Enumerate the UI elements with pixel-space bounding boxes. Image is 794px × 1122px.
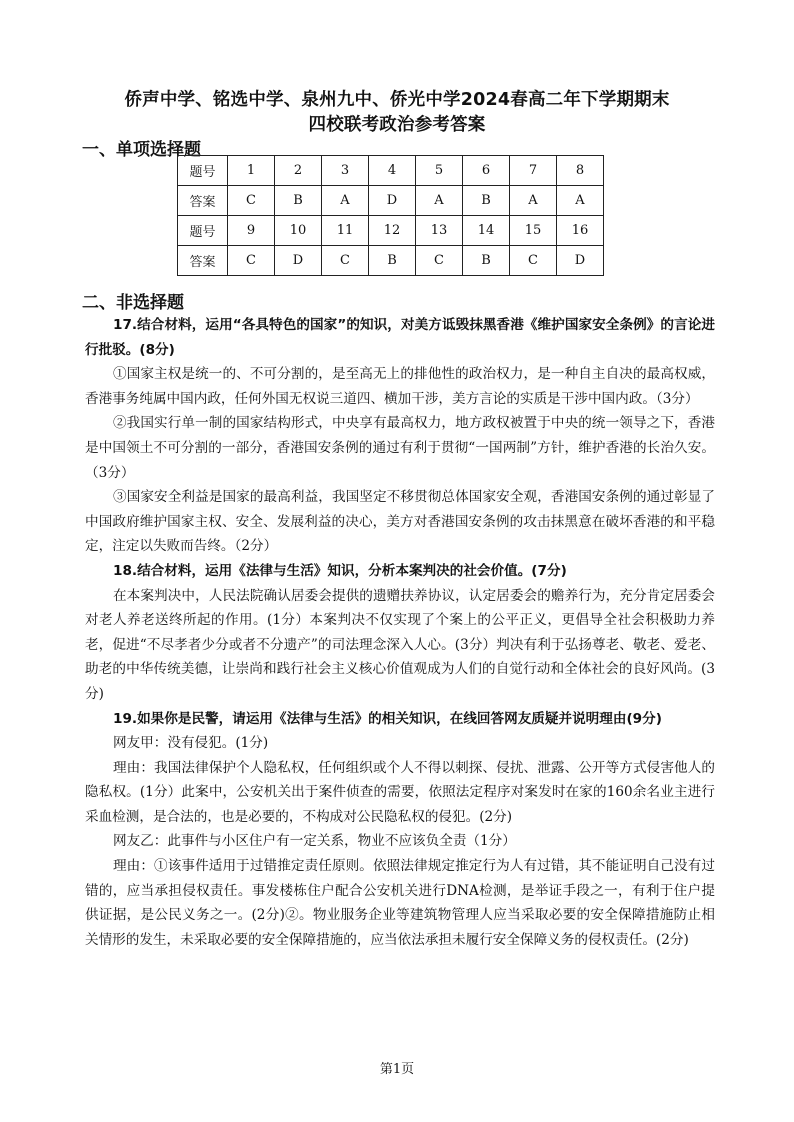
answer-paragraph: ②我国实行单一制的国家结构形式，中央享有最高权力，地方政权被置于中央的统一领导之下，香港是中国领土不可分割的一部分，香港国安条例的通过有利于贯彻“一国两制”方针，维护香港的长治久安。（3分） (85, 415, 715, 481)
page-title-line1: 侨声中学、铭选中学、泉州九中、侨光中学2024春高二年下学期期末 (124, 90, 670, 110)
table-cell: 15 (510, 216, 557, 246)
table-cell: B (369, 246, 416, 276)
table-row (178, 246, 604, 276)
table-cell: A (322, 186, 369, 216)
table-cell: 4 (369, 156, 416, 186)
table-cell: 13 (416, 216, 463, 246)
table-cell: D (369, 186, 416, 216)
page-number: 第1页 (379, 1062, 415, 1077)
table-cell: C (228, 186, 275, 216)
answer-paragraph: 网友乙：此事件与小区住户有一定关系，物业不应该负全责（1分） (113, 833, 516, 850)
section-heading-choice: 一、单项选择题 (82, 140, 201, 160)
table-cell: 14 (463, 216, 510, 246)
table-cell: 10 (275, 216, 322, 246)
table-cell: B (463, 186, 510, 216)
table-cell: A (416, 186, 463, 216)
table-cell: 题号 (178, 216, 228, 246)
table-cell: 7 (510, 156, 557, 186)
table-cell: C (510, 246, 557, 276)
table-row (178, 156, 604, 186)
table-cell: D (557, 246, 604, 276)
table-cell: 1 (228, 156, 275, 186)
table-cell: B (463, 246, 510, 276)
answer-body (85, 313, 715, 952)
table-cell: B (275, 186, 322, 216)
table-cell: D (275, 246, 322, 276)
table-cell: C (322, 246, 369, 276)
table-row (178, 186, 604, 216)
table-cell: A (510, 186, 557, 216)
table-cell: 5 (416, 156, 463, 186)
table-cell: C (416, 246, 463, 276)
table-cell: 12 (369, 216, 416, 246)
page-title-line2: 四校联考政治参考答案 (308, 115, 486, 135)
table-cell: 答案 (178, 246, 228, 276)
table-cell: 6 (463, 156, 510, 186)
answer-paragraph: 理由：①该事件适用于过错推定责任原则。依照法律规定推定行为人有过错，其不能证明自己没有过错的，应当承担侵权责任。事发楼栋住户配合公安机关进行DNA检测，是举证手段之一，有利于住户提供证据，是公民义务之一。(2分)②。物业服务企业等建筑物管理人应当采取必要的安全保障措施防止相关情形的发生，未采取必要的安全保障措施的，应当依法承担未履行安全保障义务的侵权责任。(2分) (85, 858, 715, 948)
question-17: 17.结合材料，运用“各具特色的国家”的知识，对美方诋毁抹黑香港《维护国家安全条例》的言论进行批驳。(8分) (85, 317, 715, 358)
table-cell: A (557, 186, 604, 216)
question-19: 19.如果你是民警，请运用《法律与生活》的相关知识，在线回答网友质疑并说明理由(9分) (113, 710, 662, 727)
answer-paragraph: 在本案判决中，人民法院确认居委会提供的遗赠扶养协议，认定居委会的赡养行为，充分肯定居委会对老人养老送终所起的作用。(1分）本案判决不仅实现了个案上的公平正义，更倡导全社会积极助力养老，促进“不尽孝者少分或者不分遗产”的司法理念深入人心。(3分）判决有利于弘扬尊老、敬老、爱老、助老的中华传统美德，让崇尚和践行社会主义核心价值观成为人们的自觉行动和全体社会的良好风尚。(3分) (85, 587, 715, 702)
answer-paragraph: ①国家主权是统一的、不可分割的，是至高无上的排他性的政治权力，是一种自主自决的最高权威，香港事务纯属中国内政，任何外国无权说三道四、横加干涉，美方言论的实质是干涉中国内政。（3分） (85, 366, 715, 407)
table-cell: 3 (322, 156, 369, 186)
table-cell: 9 (228, 216, 275, 246)
answer-table (177, 155, 604, 276)
table-cell: 2 (275, 156, 322, 186)
table-cell: 16 (557, 216, 604, 246)
answer-paragraph: ③国家安全利益是国家的最高利益，我国坚定不移贯彻总体国家安全观，香港国安条例的通过彰显了中国政府维护国家主权、安全、发展利益的决心，美方对香港国安条例的攻击抹黑意在破坏香港的和平稳定，注定以失败而告终。（2分） (85, 489, 715, 555)
table-cell: C (228, 246, 275, 276)
section-heading-nonchoice: 二、非选择题 (82, 293, 184, 313)
table-cell: 8 (557, 156, 604, 186)
answer-paragraph: 网友甲：没有侵犯。(1分) (113, 735, 269, 752)
answer-paragraph: 理由：我国法律保护个人隐私权，任何组织或个人不得以刺探、侵扰、泄露、公开等方式侵害他人的隐私权。(1分）此案中，公安机关出于案件侦查的需要，依照法定程序对案发时在家的160余名业主进行采血检测，是合法的，也是必要的，不构成对公民隐私权的侵犯。(2分) (85, 759, 715, 825)
table-cell: 题号 (178, 156, 228, 186)
table-cell: 11 (322, 216, 369, 246)
table-row (178, 216, 604, 246)
question-18: 18.结合材料，运用《法律与生活》知识，分析本案判决的社会价值。(7分) (113, 562, 567, 579)
table-cell: 答案 (178, 186, 228, 216)
